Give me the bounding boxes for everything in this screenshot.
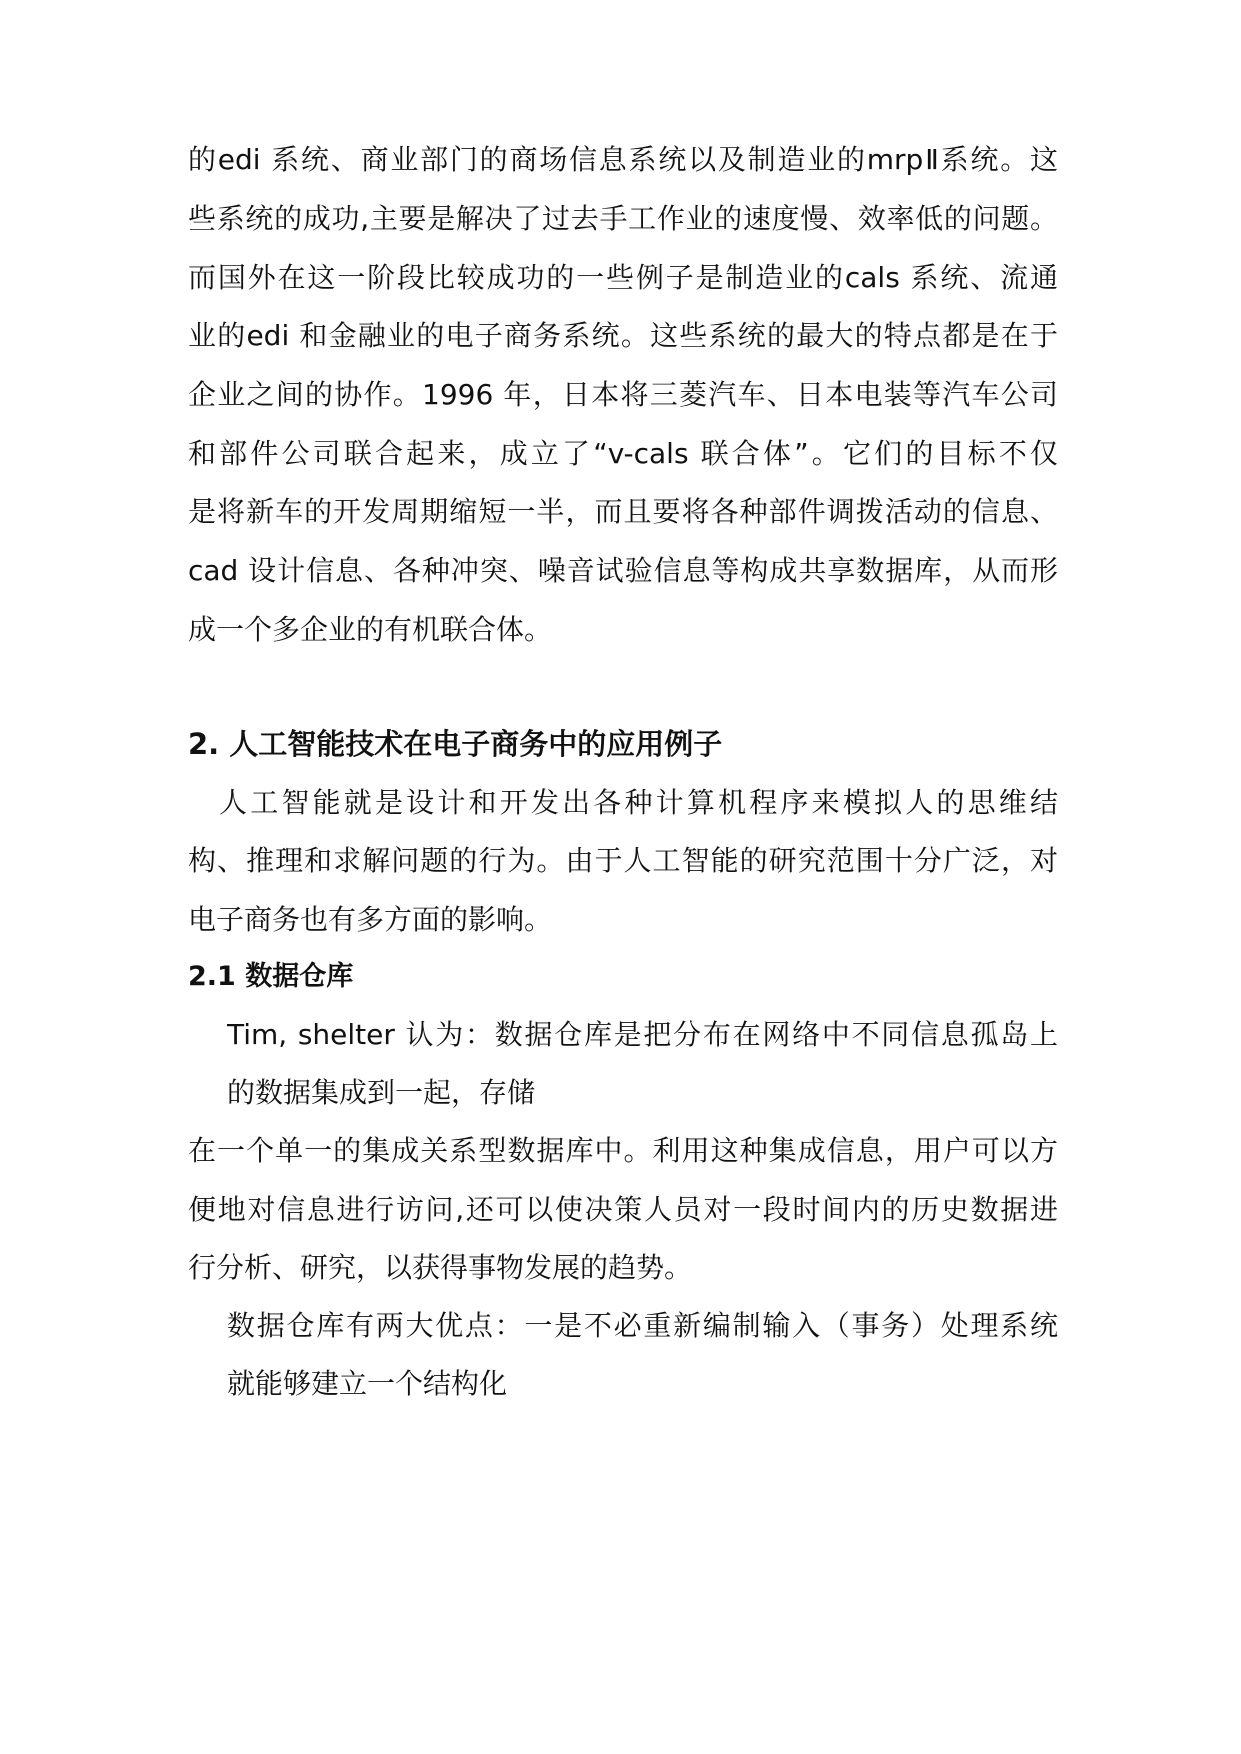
paragraph-line: Tim, shelter 认为：数据仓库是把分布在网络中不同信息孤岛上 — [227, 1018, 1058, 1051]
paragraph-line: 而国外在这一阶段比较成功的一些例子是制造业的cals 系统、流通 — [188, 261, 1058, 294]
paragraph-line: 成一个多企业的有机联合体。 — [188, 613, 553, 646]
subsection-heading: 2.1 数据仓库 — [188, 961, 354, 992]
paragraph-line: 的edi 系统、商业部门的商场信息系统以及制造业的mrpⅡ系统。这 — [188, 143, 1058, 176]
paragraph-line: 便地对信息进行访问,还可以使决策人员对一段时间内的历史数据进 — [188, 1193, 1058, 1226]
paragraph-line: 就能够建立一个结构化 — [227, 1367, 508, 1400]
paragraph-line: 数据仓库有两大优点：一是不必重新编制输入（事务）处理系统 — [227, 1309, 1058, 1342]
paragraph-line: 的数据集成到一起，存储 — [227, 1076, 536, 1109]
paragraph-line: 人工智能就是设计和开发出各种计算机程序来模拟人的思维结 — [219, 786, 1058, 819]
paragraph-line: 和部件公司联合起来，成立了“v-cals 联合体”。它们的目标不仅 — [188, 437, 1058, 470]
paragraph-line: 企业之间的协作。1996 年，日本将三菱汽车、日本电装等汽车公司 — [188, 378, 1058, 411]
paragraph-line: 行分析、研究，以获得事物发展的趋势。 — [188, 1251, 693, 1284]
paragraph-line: 构、推理和求解问题的行为。由于人工智能的研究范围十分广泛，对 — [188, 844, 1058, 877]
section-heading: 2. 人工智能技术在电子商务中的应用例子 — [188, 727, 723, 761]
paragraph-line: 在一个单一的集成关系型数据库中。利用这种集成信息，用户可以方 — [188, 1134, 1058, 1167]
paragraph-line: 些系统的成功,主要是解决了过去手工作业的速度慢、效率低的问题。 — [188, 202, 1058, 235]
paragraph-line: cad 设计信息、各种冲突、噪音试验信息等构成共享数据库，从而形 — [188, 554, 1058, 587]
paragraph-line: 业的edi 和金融业的电子商务系统。这些系统的最大的特点都是在于 — [188, 319, 1058, 352]
paragraph-line: 是将新车的开发周期缩短一半，而且要将各种部件调拨活动的信息、 — [188, 495, 1058, 528]
paragraph-line: 电子商务也有多方面的影响。 — [188, 903, 553, 936]
